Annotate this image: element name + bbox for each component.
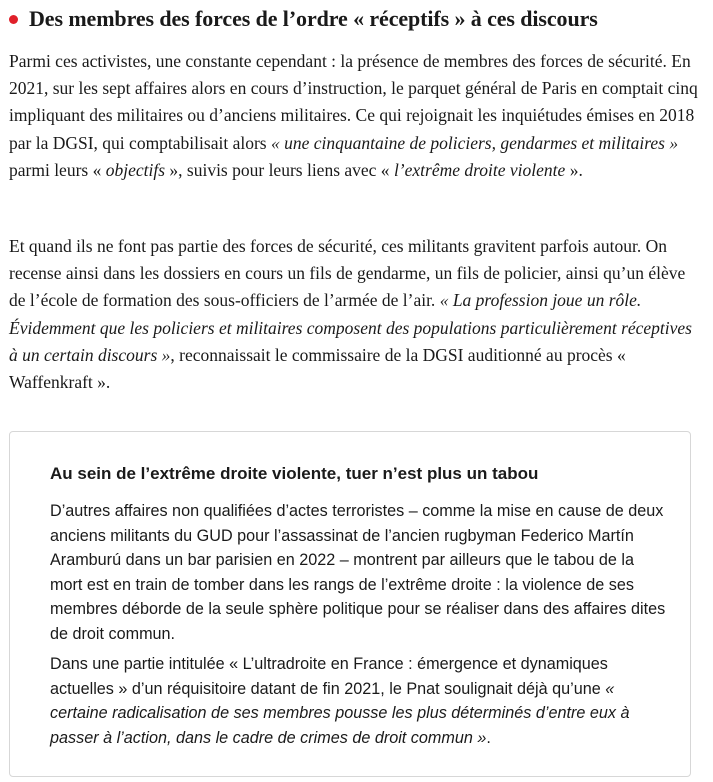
related-article-title: Au sein de l’extrême droite violente, tuer n’est plus un tabou — [50, 464, 539, 483]
section-heading — [0, 0, 713, 38]
paragraph-2-quote-1: « La profession joue un rôle. Évidemment que les policiers et militaires composent des populations particulièrement réceptives à un certain discours » — [9, 290, 692, 365]
related-article-paragraph-1: D’autres affaires non qualifiées d’actes terroristes – comme la mise en cause de deux anciens militants du GUD pour l’assassinat de l’ancien rugbyman Federico Martín Aramburú dans un bar parisien en 2022 – montrent par ailleurs que le tabou de la mort est en train de tomber dans les rangs de l’extrême droite : la violence de ses membres déborde de la seule sphère politique pour se réaliser dans des affaires dites de droit commun. — [50, 502, 666, 643]
paragraph-1-text-d: ». — [565, 159, 583, 180]
aside-paragraph-2-end: . — [486, 728, 491, 747]
paragraph-1-text-c: », suivis pour leurs liens avec « — [165, 159, 394, 180]
article-paragraph-2 — [9, 233, 699, 396]
section-heading-text: Des membres des forces de l’ordre « réceptifs » à ces discours — [29, 6, 598, 31]
paragraph-1-quote-2: objectifs — [105, 159, 166, 180]
paragraph-1-quote-1: « une cinquantaine de policiers, gendarmes et militaires » — [270, 132, 679, 153]
aside-paragraph-2-text: Dans une partie intitulée « L’ultradroite en France : émergence et dynamiques actuelles » d’un réquisitoire datant de fin 2021, le Pnat soulignait déjà qu’une — [50, 655, 608, 698]
paragraph-2-text-b: , reconnaissait le commissaire de la DGSI auditionné au procès « Waffenkraft ». — [9, 344, 626, 393]
related-article-box — [9, 431, 691, 777]
paragraph-2-text-a: Et quand ils ne font pas partie des forces de sécurité, ces militants gravitent parfois autour. On recense ainsi dans les dossiers en cours un fils de gendarme, un fils de policier, ainsi qu’un élève de l’école de formation des sous-officiers de l’armée de l’air. — [9, 236, 686, 311]
paragraph-1-text-b: parmi leurs « — [9, 159, 106, 180]
related-article-paragraph-2 — [50, 652, 670, 750]
article-paragraph-1 — [9, 48, 699, 184]
paragraph-1-text-a: Parmi ces activistes, une constante cependant : la présence de membres des forces de sécurité. En 2021, sur les sept affaires alors en cours d’instruction, le parquet général de Paris en comptait cinq impliquant des militaires ou d’anciens militaires. Ce qui rejoignait les inquiétudes émises en 2018 par la DGSI, qui comptabilisait alors — [9, 51, 698, 153]
aside-paragraph-2-quote: « certaine radicalisation de ses membres pousse les plus déterminés d’entre eux à passer à l’action, dans le cadre de crimes de droit commun » — [50, 679, 630, 747]
red-bullet-icon — [9, 15, 18, 24]
paragraph-1-quote-3: l’extrême droite violente — [393, 159, 566, 180]
